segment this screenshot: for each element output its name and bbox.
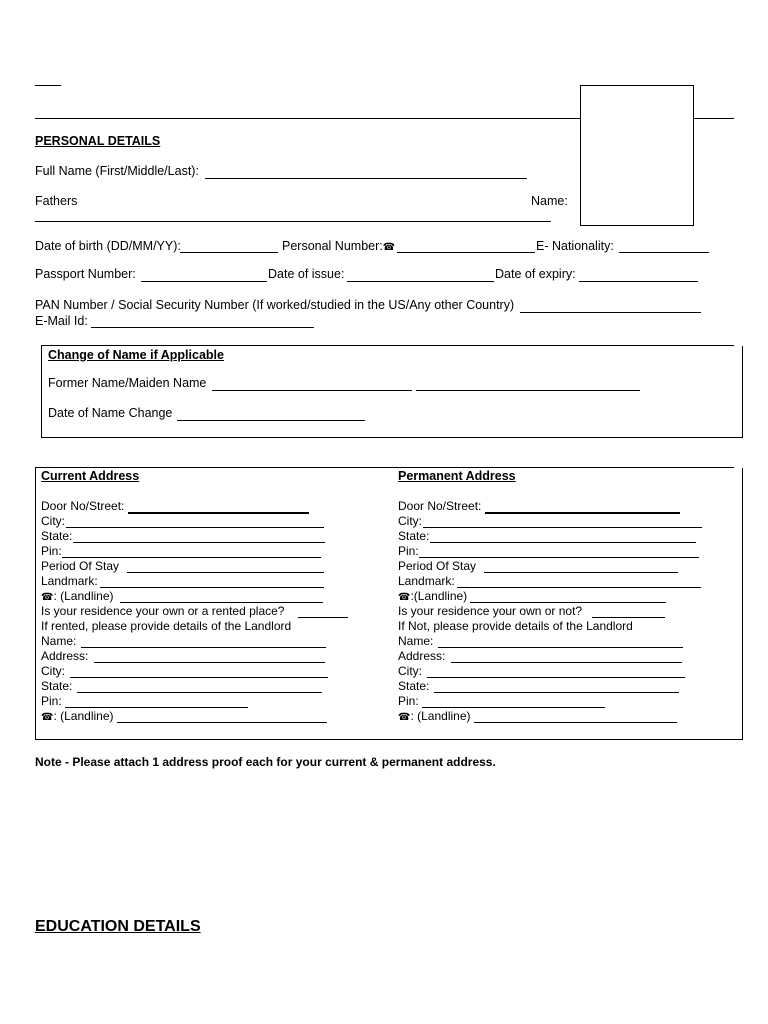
permanent-landline-field[interactable] — [470, 602, 666, 603]
nationality-label: E- Nationality: — [536, 239, 614, 253]
permanent-landlord-landline-text: : (Landline) — [410, 709, 471, 723]
permanent-city-field[interactable] — [423, 527, 702, 528]
date-expiry-field[interactable] — [579, 281, 698, 282]
fathers-label: Fathers — [35, 194, 78, 208]
permanent-landlord-city-label: City: — [398, 664, 422, 678]
name-change-date-field[interactable] — [177, 420, 365, 421]
current-landlord-landline-label — [41, 709, 114, 725]
date-issue-field[interactable] — [347, 281, 494, 282]
current-state-field[interactable] — [73, 542, 325, 543]
permanent-landlord-state-label: State: — [398, 679, 430, 693]
permanent-landline-text: :(Landline) — [410, 589, 468, 603]
address-proof-note: Note - Please attach 1 address proof each for your current & permanent address. — [35, 755, 496, 769]
current-landlord-landline-text: : (Landline) — [53, 709, 114, 723]
personal-details-heading: PERSONAL DETAILS — [35, 134, 161, 148]
name-change-heading: Change of Name if Applicable — [48, 348, 224, 362]
current-landmark-label: Landmark: — [41, 574, 98, 588]
education-details-heading: EDUCATION DETAILS — [35, 918, 201, 935]
current-landline-label — [41, 589, 114, 605]
dob-field[interactable] — [180, 252, 278, 253]
permanent-landlord-landline-field[interactable] — [474, 722, 677, 723]
current-landlord-address-label: Address: — [41, 649, 89, 663]
pan-label: PAN Number / Social Security Number (If worked/studied in the US/Any other Country) — [35, 298, 515, 312]
former-name-field-2[interactable] — [416, 390, 640, 391]
current-landline-field[interactable] — [120, 602, 323, 603]
top-short-rule — [35, 85, 61, 86]
current-door-label: Door No/Street: — [41, 499, 125, 513]
permanent-landlord-pin-label: Pin: — [398, 694, 419, 708]
permanent-own-question: Is your residence your own or not? — [398, 604, 583, 618]
current-landmark-field[interactable] — [100, 587, 324, 588]
permanent-door-field[interactable] — [485, 512, 680, 514]
current-own-question: Is your residence your own or a rented place? — [41, 604, 285, 618]
phone-icon: ☎ — [382, 242, 396, 253]
permanent-landlord-address-field[interactable] — [451, 662, 682, 663]
permanent-pin-field[interactable] — [419, 557, 699, 558]
dob-label: Date of birth (DD/MM/YY): — [35, 239, 181, 253]
phone-icon: ☎ — [41, 712, 54, 723]
phone-icon: ☎ — [398, 592, 411, 603]
current-landlord-note: If rented, please provide details of the Landlord — [41, 619, 292, 633]
phone-icon: ☎ — [398, 712, 411, 723]
permanent-address-heading: Permanent Address — [398, 469, 516, 483]
pan-field[interactable] — [520, 312, 701, 313]
date-issue-label: Date of issue: — [268, 267, 345, 281]
permanent-landlord-address-label: Address: — [398, 649, 446, 663]
permanent-landlord-pin-field[interactable] — [422, 707, 605, 708]
permanent-landmark-field[interactable] — [457, 587, 701, 588]
current-landlord-city-label: City: — [41, 664, 65, 678]
personal-number-text: Personal Number: — [282, 239, 383, 253]
email-field[interactable] — [91, 327, 314, 328]
current-state-label: State: — [41, 529, 73, 543]
current-period-field[interactable] — [127, 572, 324, 573]
current-landlord-pin-label: Pin: — [41, 694, 62, 708]
full-name-label: Full Name (First/Middle/Last): — [35, 164, 199, 178]
current-landlord-landline-field[interactable] — [117, 722, 327, 723]
current-landlord-pin-field[interactable] — [65, 707, 248, 708]
name-change-date-label: Date of Name Change — [48, 406, 173, 420]
permanent-landlord-landline-label — [398, 709, 471, 725]
current-own-field[interactable] — [298, 617, 348, 618]
current-pin-label: Pin: — [41, 544, 62, 558]
current-landlord-address-field[interactable] — [94, 662, 325, 663]
former-name-label: Former Name/Maiden Name — [48, 376, 207, 390]
fathers-name-field[interactable] — [35, 221, 551, 222]
current-landline-text: : (Landline) — [53, 589, 114, 603]
permanent-period-label: Period Of Stay — [398, 559, 477, 573]
current-city-label: City: — [41, 514, 65, 528]
permanent-landlord-name-label: Name: — [398, 634, 434, 648]
permanent-city-label: City: — [398, 514, 422, 528]
current-door-field[interactable] — [128, 512, 309, 514]
personal-number-label — [282, 239, 395, 253]
email-label: E-Mail Id: — [35, 314, 88, 328]
photo-box[interactable] — [580, 85, 694, 226]
permanent-period-field[interactable] — [484, 572, 678, 573]
current-landlord-name-label: Name: — [41, 634, 77, 648]
permanent-landlord-note: If Not, please provide details of the Landlord — [398, 619, 633, 633]
permanent-pin-label: Pin: — [398, 544, 419, 558]
former-name-field-1[interactable] — [212, 390, 412, 391]
current-pin-field[interactable] — [62, 557, 321, 558]
date-expiry-label: Date of expiry: — [495, 267, 576, 281]
personal-number-field[interactable] — [397, 252, 535, 253]
permanent-own-field[interactable] — [592, 617, 665, 618]
passport-field[interactable] — [141, 281, 267, 282]
nationality-field[interactable] — [619, 252, 709, 253]
full-name-field[interactable] — [205, 178, 527, 179]
header-rule-left — [35, 118, 580, 119]
current-period-label: Period Of Stay — [41, 559, 120, 573]
phone-icon: ☎ — [41, 592, 54, 603]
permanent-state-label: State: — [398, 529, 430, 543]
current-landlord-name-field[interactable] — [81, 647, 326, 648]
permanent-landlord-state-field[interactable] — [434, 692, 679, 693]
permanent-state-field[interactable] — [430, 542, 696, 543]
current-landlord-state-label: State: — [41, 679, 73, 693]
permanent-landmark-label: Landmark: — [398, 574, 455, 588]
current-address-heading: Current Address — [41, 469, 140, 483]
permanent-door-label: Door No/Street: — [398, 499, 482, 513]
permanent-landlord-name-field[interactable] — [438, 647, 683, 648]
permanent-landline-label — [398, 589, 467, 605]
current-landlord-city-field[interactable] — [70, 677, 328, 678]
current-city-field[interactable] — [66, 527, 324, 528]
permanent-landlord-city-field[interactable] — [427, 677, 685, 678]
passport-label: Passport Number: — [35, 267, 136, 281]
header-rule-right — [694, 118, 734, 119]
current-landlord-state-field[interactable] — [77, 692, 322, 693]
fathers-name-label: Name: — [531, 194, 568, 208]
